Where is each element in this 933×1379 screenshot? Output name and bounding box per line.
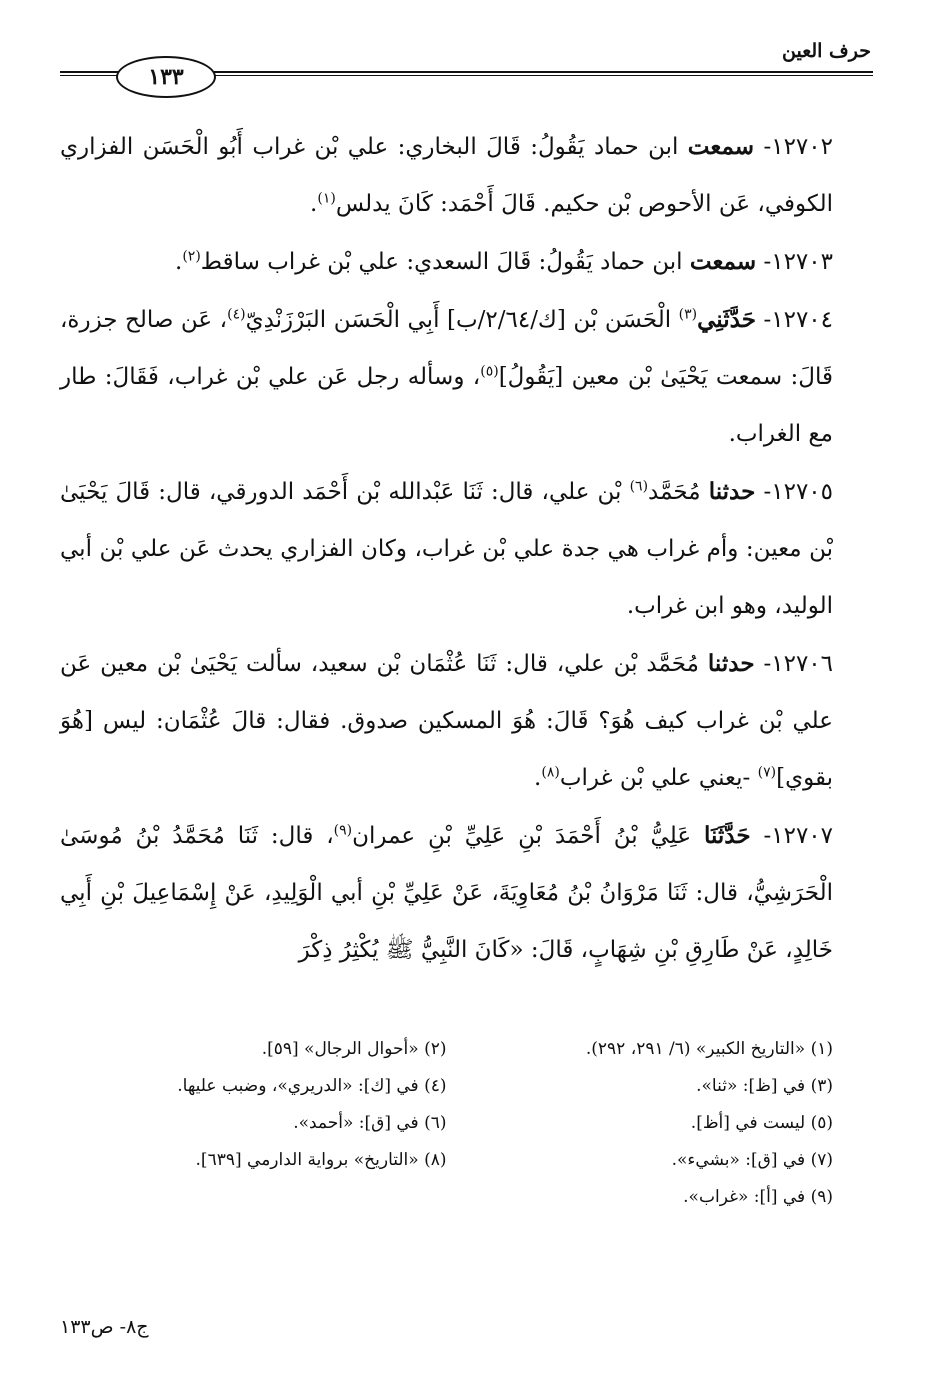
entry-tail: .	[310, 191, 318, 217]
entry-lead: سمعت	[687, 133, 755, 160]
footnote-ref[interactable]: (٧)	[757, 764, 777, 781]
page-header	[60, 36, 873, 96]
entry-lead: حدثنا	[707, 650, 755, 677]
footnote-row	[60, 1141, 833, 1178]
footnote-row	[60, 1030, 833, 1067]
entry-lead: حدثنا	[708, 478, 756, 505]
entry-text: ، عَن صالح جزرة، قَالَ: سمعت يَحْيَىٰ بْن معين [يَقُولُ]	[60, 307, 833, 390]
footnote-9: (٩) في [أ]: «غراب».	[683, 1186, 833, 1207]
chapter-title: حرف العين	[782, 40, 871, 62]
entry-tail: .	[175, 249, 183, 275]
entry-12703	[60, 233, 833, 291]
entry-text: -يعني علي بْن غراب	[559, 765, 751, 791]
footnote-8: (٨) «التاريخ» برواية الدارمي [٦٣٩].	[195, 1149, 447, 1170]
entry-12707	[60, 807, 833, 979]
entry-lead: حَدَّثَنِي	[697, 306, 756, 333]
footnote-6: (٦) في [ق]: «أحمد».	[293, 1112, 447, 1133]
entry-12702	[60, 118, 833, 233]
entry-number: ١٢٧٠٥-	[763, 479, 834, 505]
entry-lead: سمعت	[689, 248, 757, 275]
entry-number: ١٢٧٠٤-	[763, 307, 834, 333]
entry-12706	[60, 635, 833, 807]
entry-number: ١٢٧٠٦-	[763, 651, 834, 677]
footnote-2: (٢) «أحوال الرجال» [٥٩].	[261, 1038, 447, 1059]
entry-number: ١٢٧٠٢-	[763, 134, 833, 160]
footnote-row	[60, 1067, 833, 1104]
entry-text: مُحَمَّد	[648, 479, 701, 505]
footnote-ref[interactable]: (٢)	[182, 248, 201, 265]
entry-text: الْحَسَن بْن [ك/٢/٦٤/ب] أَبِي الْحَسَن البَرْزَنْدِيّ	[245, 307, 672, 333]
page-number: ١٣٣	[148, 64, 184, 90]
footnote-row	[60, 1178, 833, 1215]
footnote-row	[60, 1104, 833, 1141]
footnote-ref[interactable]: (٥)	[480, 363, 499, 380]
entry-text: ابن حماد يَقُولُ: قَالَ البخاري: علي بْن غراب أَبُو الْحَسَن الفزاري الكوفي، عَن الأحوص بْن حكيم. قَالَ أَحْمَد: كَانَ يدلس	[60, 134, 833, 217]
footnote-ref[interactable]: (٣)	[678, 306, 698, 323]
entry-text: ، وسأله رجل عَن علي بْن غراب، فَقَالَ: طار مع الغراب.	[60, 364, 833, 447]
entry-lead: حَدَّثَنَا	[703, 822, 751, 849]
footnote-5: (٥) ليست في [أظ].	[690, 1112, 833, 1133]
entry-number: ١٢٧٠٣-	[763, 249, 833, 275]
page-number-badge	[116, 56, 216, 98]
entry-text: عَلِيُّ بْنُ أَحْمَدَ بْنِ عَلِيِّ بْنِ عمران	[352, 823, 692, 849]
footnote-ref[interactable]: (٤)	[227, 306, 246, 323]
entry-tail: .	[534, 765, 542, 791]
footnote-ref[interactable]: (٦)	[629, 478, 649, 495]
entry-number: ١٢٧٠٧-	[763, 823, 834, 849]
page-footer: ج٨- ص١٣٣	[60, 1316, 149, 1338]
entry-text: بْن علي، قال: ثَنَا عَبْدالله بْن أَحْمَد الدورقي، قال: قَالَ يَحْيَىٰ بْن معين: وأم غراب هي جدة علي بْن غراب، وكان الفزاري يحدث عَن علي بْن أبي الوليد، وهو ابن غراب.	[60, 479, 833, 619]
entry-12705	[60, 463, 833, 635]
footnote-ref[interactable]: (١)	[317, 190, 336, 207]
footnote-4: (٤) في [ك]: «الدريري»، وضبب عليها.	[177, 1075, 447, 1096]
entry-12704	[60, 291, 833, 463]
main-text	[60, 118, 833, 979]
footnote-7: (٧) في [ق]: «بشيء».	[671, 1149, 833, 1170]
footnote-3: (٣) في [ظ]: «ثنا».	[696, 1075, 833, 1096]
footnote-ref[interactable]: (٨)	[541, 764, 560, 781]
footnote-ref[interactable]: (٩)	[333, 822, 353, 839]
entry-text: ، قال: ثَنَا مُحَمَّدُ بْنُ مُوسَىٰ الْحَرَشِيُّ، قال: ثَنَا مَرْوَانُ بْنُ مُعَاوِيَةَ، عَنْ عَلِيِّ بْنِ أبي الْوَلِيدِ، عَنْ إِسْمَاعِيلَ بْنِ أَبِي خَالِدٍ، عَنْ طَارِقِ بْنِ شِهَابٍ، قَالَ: «كَانَ النَّبِيُّ ﷺ يُكْثِرُ ذِكْرَ	[60, 823, 833, 963]
entry-text: ابن حماد يَقُولُ: قَالَ السعدي: علي بْن غراب ساقط	[200, 249, 683, 275]
entry-text: مُحَمَّد بْن علي، قال: ثَنَا عُثْمَان بْن سعيد، سألت يَحْيَىٰ بْن معين عَن علي بْن غراب كيف هُوَ؟ قَالَ: هُوَ المسكين صدوق. فقال: قالَ عُثْمَان: ليس [هُوَ بقوي]	[60, 651, 833, 791]
footnote-1: (١) «التاريخ الكبير» (٦/ ٢٩١، ٢٩٢).	[585, 1038, 833, 1059]
footnotes	[60, 1030, 833, 1215]
